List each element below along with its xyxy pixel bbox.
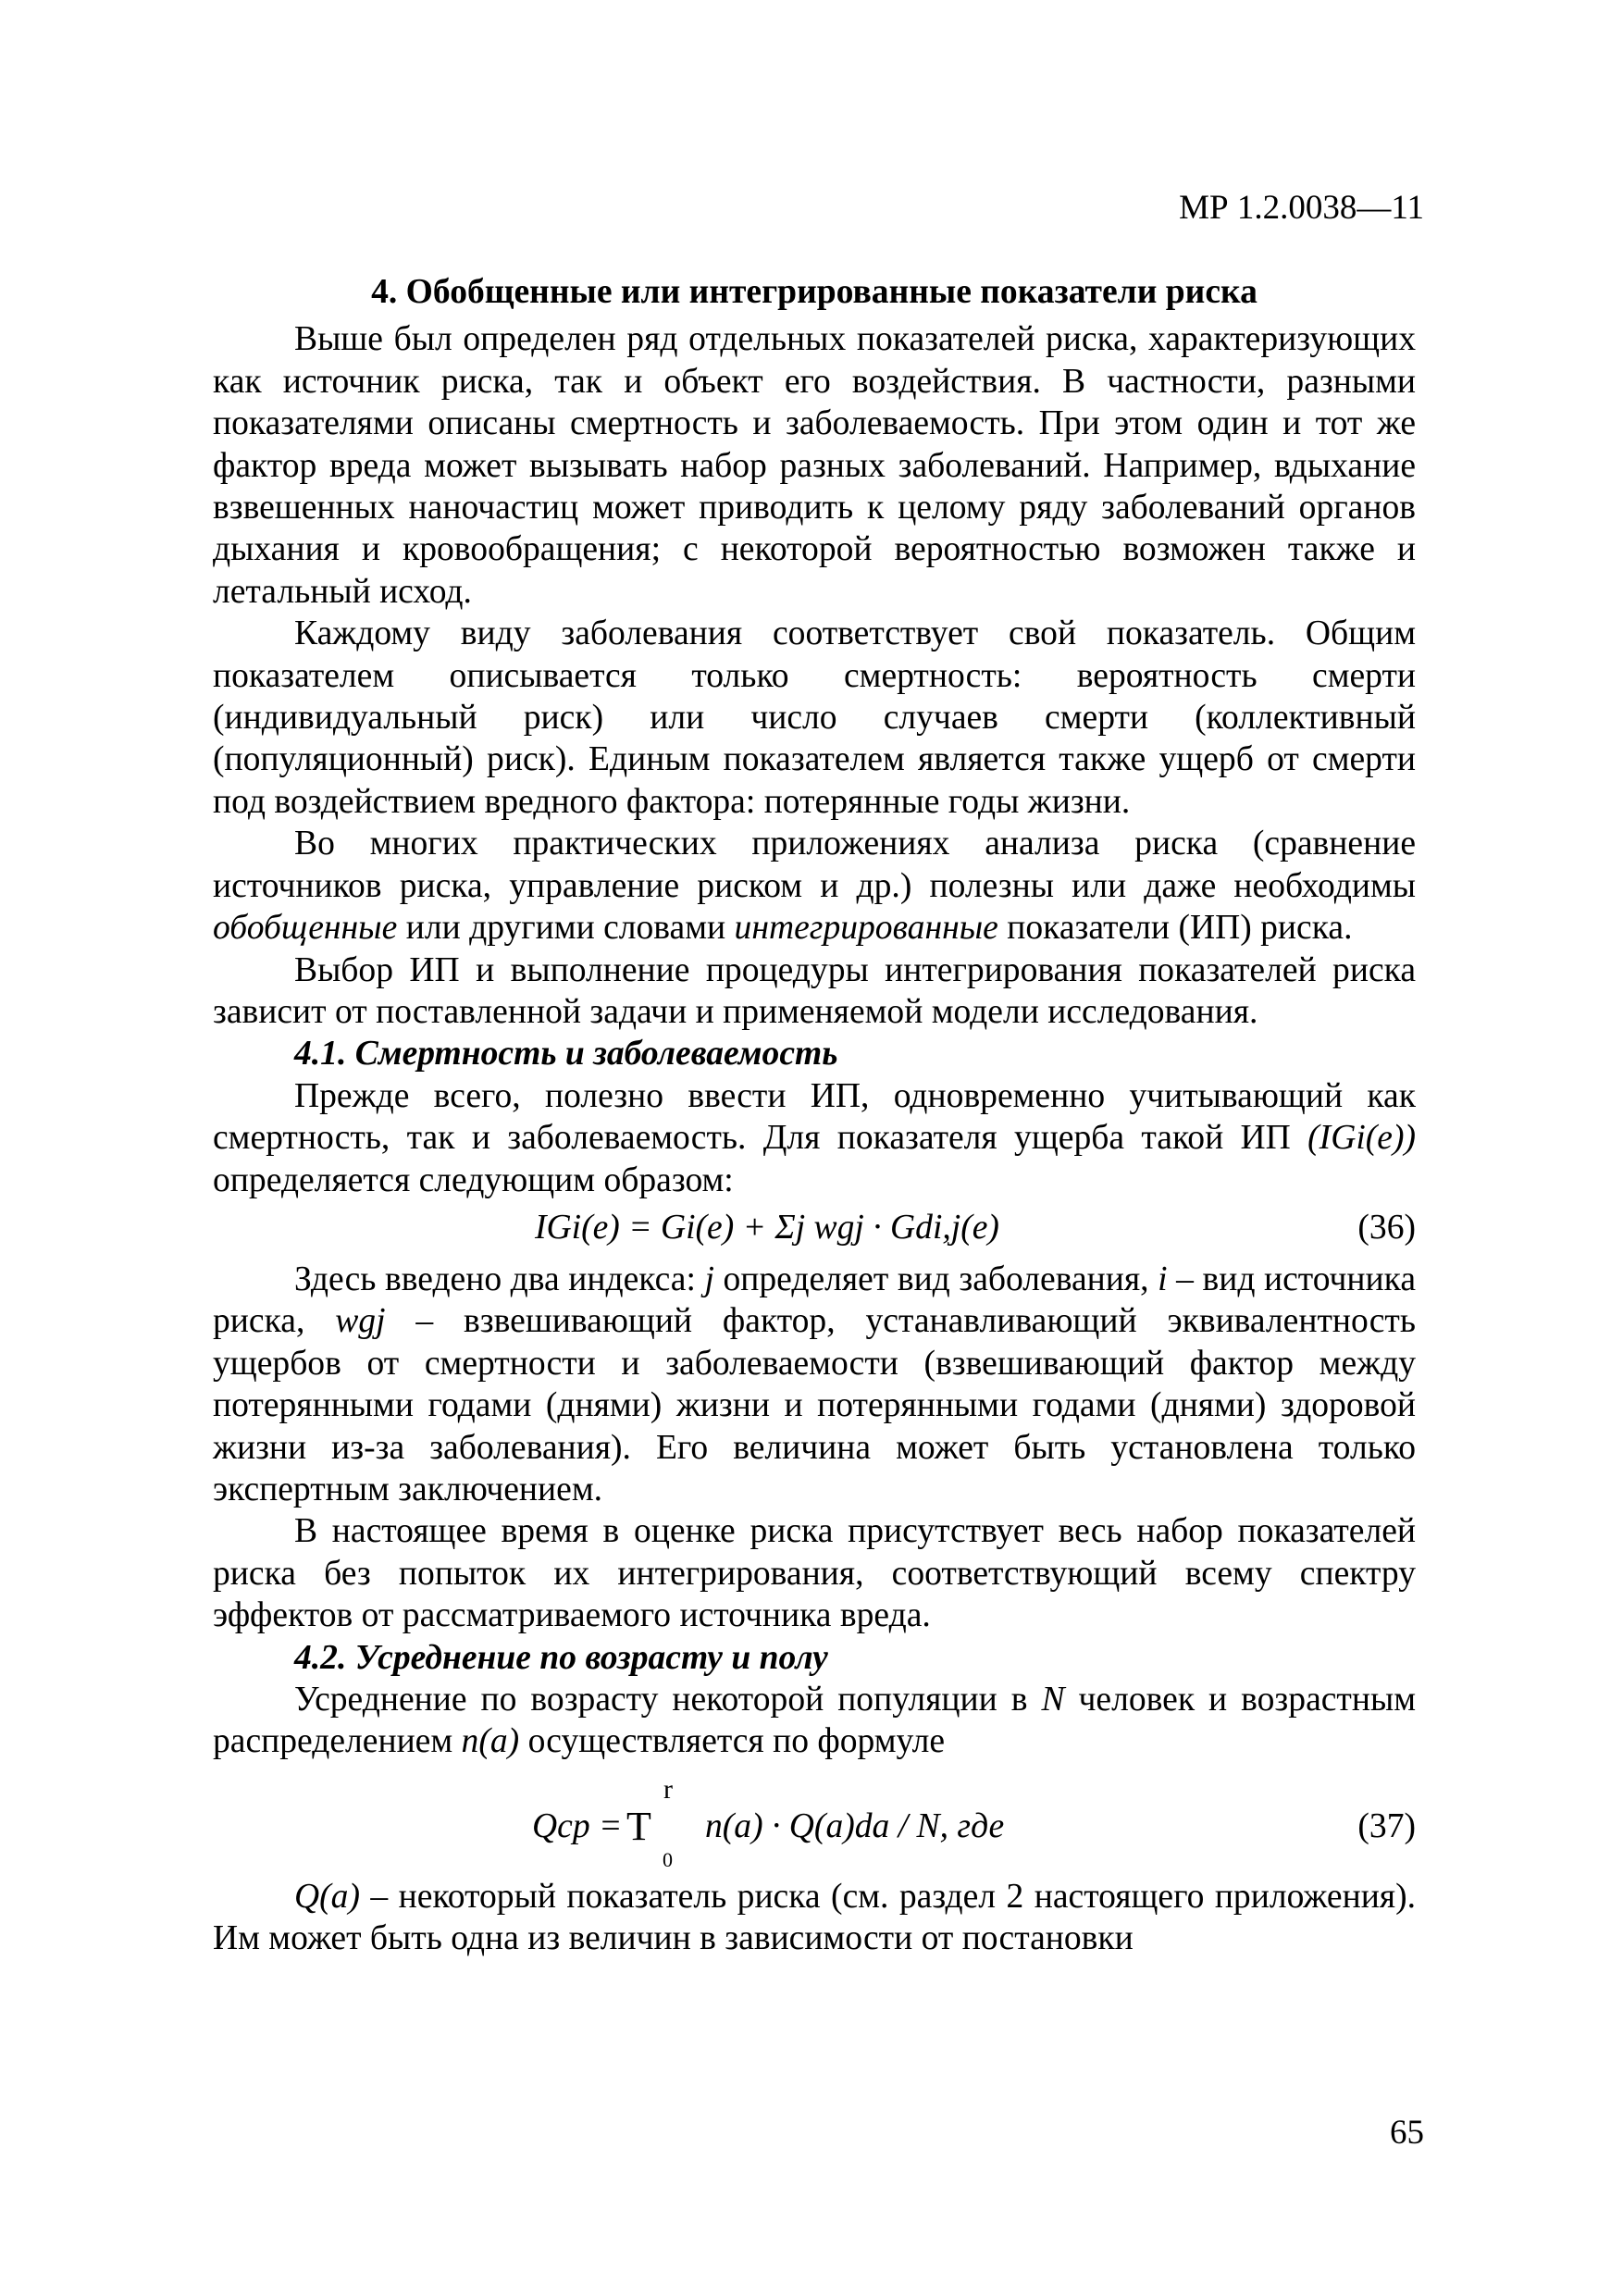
paragraph-2: Каждому виду заболевания соответствует свой показатель. Общим показателем описывается только смертность: вероятность смерти (индивидуальный риск) или число случаев смерти (коллективный (популяционный) риск). Единым показателем является также ущерб от смерти под воздействием вредного фактора: потерянные годы жизни. (213, 614, 1416, 821)
integral-sign: T (626, 1803, 651, 1849)
formula-37 (213, 1769, 1416, 1871)
term-generalized: обобщенные (213, 909, 398, 948)
paragraph-3-part-b: или другими словами (405, 909, 726, 948)
integral-upper-limit: r (663, 1773, 673, 1805)
paragraph-5-part-a: Прежде всего, полезно ввести ИП, одновременно учитывающий как смертность, так и заболеваемость. Для показателя ущерба такой ИП (213, 1076, 1416, 1158)
paragraph-3-part-a: Во многих практических приложениях анализа риска (сравнение источников риска, управление риском и др.) полезны или даже необходимы (213, 825, 1416, 905)
paragraph-3-part-c: показатели (ИП) риска. (1007, 909, 1353, 948)
ig-symbol: (IGi(e)) (1307, 1119, 1416, 1158)
paragraph-9-part-b: – некоторый показатель риска (см. раздел 2 настоящего приложения). Им может быть одна из величин в зависимости от постановки (213, 1877, 1416, 1958)
paragraph-3 (213, 823, 1416, 949)
page-number: 65 (1390, 2114, 1424, 2152)
paragraph-4: Выбор ИП и выполнение процедуры интегрирования показателей риска зависит от поставленной задачи и применяемой модели исследования. (213, 950, 1416, 1031)
paragraph-6-part-a: Здесь введено два индекса: (294, 1260, 696, 1298)
formula-36-expression: IGi(e) = Gi(e) + Σj wgj · Gdi,j(e) (535, 1208, 999, 1247)
population-size-symbol: N (1041, 1681, 1065, 1719)
formula-36-number: (36) (1357, 1208, 1416, 1247)
paragraph-6 (213, 1259, 1416, 1510)
section-title: 4. Обобщенные или интегрированные показатели риска (371, 273, 1258, 311)
formula-37-number: (37) (1357, 1806, 1416, 1845)
formula-37-rhs: n(a) · Q(a)da / N, где (705, 1806, 1005, 1845)
weight-symbol: wgj (335, 1302, 386, 1341)
index-i: i (1158, 1260, 1168, 1298)
paragraph-9 (213, 1876, 1416, 1960)
paragraph-6-part-c: – вид источника риска, (213, 1260, 1417, 1341)
document-body (213, 271, 1416, 1960)
term-integrated: интегрированные (734, 909, 998, 948)
risk-indicator-symbol: Q(a) (294, 1877, 360, 1916)
paragraph-1: Выше был определен ряд отдельных показателей риска, характеризующих как источник риска, так и объект его воздействия. В частности, разными показателями описаны смертность и заболеваемость. При этом один и тот же фактор вреда может вызывать набор разных заболеваний. Например, вдыхание взвешенных наночастиц может приводить к целому ряду заболеваний органов дыхания и кровообращения; с некоторой вероятностью возможен также и летальный исход. (213, 320, 1416, 611)
paragraph-5 (213, 1075, 1416, 1201)
paragraph-6-part-b: определяет вид заболевания, (723, 1260, 1149, 1298)
paragraph-8 (213, 1679, 1416, 1763)
subsection-4-2-title: 4.2. Усреднение по возрасту и полу (294, 1638, 828, 1677)
formula-37-lhs: Qcp = (532, 1806, 623, 1845)
paragraph-8-part-c: осуществляется по формуле (527, 1722, 946, 1761)
paragraph-8-part-a: Усреднение по возрасту некоторой популяции в (294, 1681, 1028, 1719)
integral-lower-limit: 0 (663, 1847, 673, 1871)
subsection-4-1-title: 4.1. Смертность и заболеваемость (294, 1035, 838, 1074)
age-distribution-symbol: n(a) (461, 1722, 520, 1761)
paragraph-6-part-d: – взвешивающий фактор, устанавливающий эквивалентность ущербов от смертности и заболеваемости (взвешивающий фактор между потерянными годами (днями) жизни и потерянными годами (днями) здоровой жизни из-за заболевания). Его величина может быть установлена только экспертным заключением. (213, 1302, 1416, 1508)
paragraph-7: В настоящее время в оценке риска присутствует весь набор показателей риска без попыток их интегрирования, соответствующий всему спектру эффектов от рассматриваемого источника вреда. (213, 1512, 1416, 1635)
document-code: МР 1.2.0038—11 (1179, 189, 1424, 227)
paragraph-8-part-b: человек и возрастным распределением (213, 1681, 1416, 1761)
formula-36 (213, 1203, 1416, 1251)
index-j: j (704, 1260, 714, 1298)
paragraph-5-part-b: определяется следующим образом: (213, 1160, 734, 1199)
